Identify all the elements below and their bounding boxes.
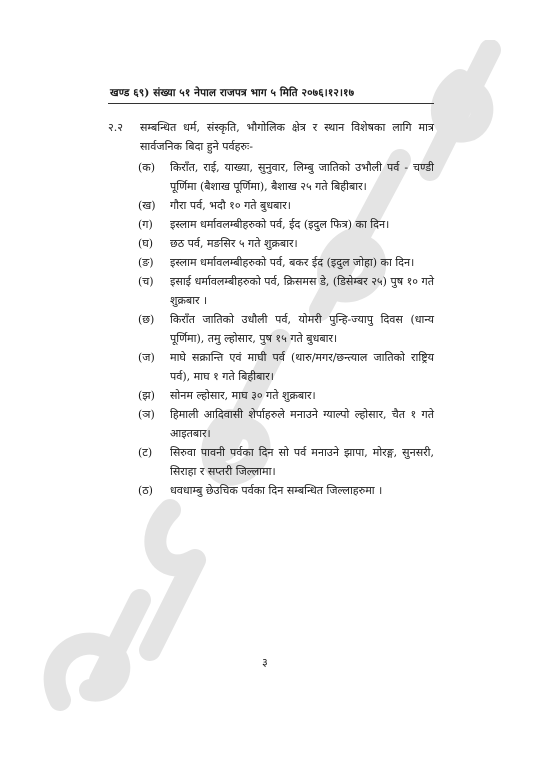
item-label: (ट) <box>138 446 153 459</box>
item-text: इसाई धर्मावलम्बीहरुको पर्व, क्रिसमस डे, (डिसेम्बर २५) पुष १० गते शुक्रबार । <box>170 275 434 307</box>
list-item <box>138 196 434 215</box>
item-text: हिमाली आदिवासी शेर्पाहरुले मनाउने ग्याल्पो ल्होसार, चैत १ गते आइतबार। <box>170 408 434 440</box>
section-number: २.२ <box>108 121 123 134</box>
list-item <box>138 481 434 500</box>
item-label: (क) <box>138 161 156 174</box>
item-text: सोनम ल्होसार, माघ ३० गते शुक्रबार। <box>170 389 316 402</box>
item-text: किराँत जातिको उधौली पर्व, योमरी पुन्हि-ज्यापु दिवस (धान्य पूर्णिमा), तमु ल्होसार, पुष १५ गते बुधबार। <box>170 313 434 345</box>
list-item <box>138 310 434 348</box>
item-label: (च) <box>138 275 154 288</box>
list-item <box>138 386 434 405</box>
list-item <box>138 253 434 272</box>
section-heading <box>108 118 434 156</box>
list-item <box>138 348 434 386</box>
item-text: धवधाम्बु छेउचिक पर्वका दिन सम्बन्धित जिल्लाहरुमा । <box>170 484 383 497</box>
item-label: (छ) <box>138 313 155 326</box>
list-item <box>138 215 434 234</box>
list-item <box>138 234 434 253</box>
list-item <box>138 405 434 443</box>
item-label: (ग) <box>138 218 153 231</box>
gazette-header: खण्ड ६९) संख्या ५१ नेपाल राजपत्र भाग ५ मिति २०७६।१२।१७ <box>110 87 355 99</box>
item-label: (ख) <box>138 199 156 212</box>
page-number: ३ <box>262 656 268 669</box>
section-title: सम्बन्धित धर्म, संस्कृति, भौगोलिक क्षेत्र र स्थान विशेषका लागि मात्र सार्वजनिक बिदा हुने पर्वहरुः- <box>140 121 434 153</box>
item-text: किराँत, राई, याख्या, सुनुवार, लिम्बु जातिको उभौली पर्व - चण्डी पूर्णिमा (बैशाख पूर्णिमा), बैशाख २५ गते बिहीबार। <box>170 161 434 193</box>
list-item <box>138 443 434 481</box>
list-item <box>138 158 434 196</box>
item-label: (ठ) <box>138 484 153 497</box>
item-text: सिरुवा पावनी पर्वका दिन सो पर्व मनाउने झापा, मोरङ्ग, सुनसरी, सिराहा र सप्तरी जिल्लामा। <box>170 446 434 478</box>
item-label: (ञ) <box>138 408 155 421</box>
item-label: (झ) <box>138 389 155 402</box>
holiday-list <box>108 158 434 500</box>
list-item <box>138 272 434 310</box>
item-text: गौरा पर्व, भदौ १० गते बुधबार। <box>170 199 291 212</box>
item-label: (ङ) <box>138 256 154 269</box>
item-text: माघे सक्रान्ति एवं माघी पर्व (थारु/मगर/छन्त्याल जातिको राष्ट्रिय पर्व), माघ १ गते बिहीबार। <box>170 351 434 383</box>
header-divider <box>108 103 434 104</box>
holiday-section <box>108 118 434 500</box>
item-text: इस्लाम धर्मावलम्बीहरुको पर्व, बकर ईद (इदुल जोहा) का दिन। <box>170 256 415 269</box>
item-text: इस्लाम धर्मावलम्बीहरुको पर्व, ईद (इदुल फित्र) का दिन। <box>170 218 390 231</box>
item-text: छठ पर्व, मङसिर ५ गते शुक्रबार। <box>170 237 298 250</box>
item-label: (ज) <box>138 351 155 364</box>
item-label: (घ) <box>138 237 154 250</box>
